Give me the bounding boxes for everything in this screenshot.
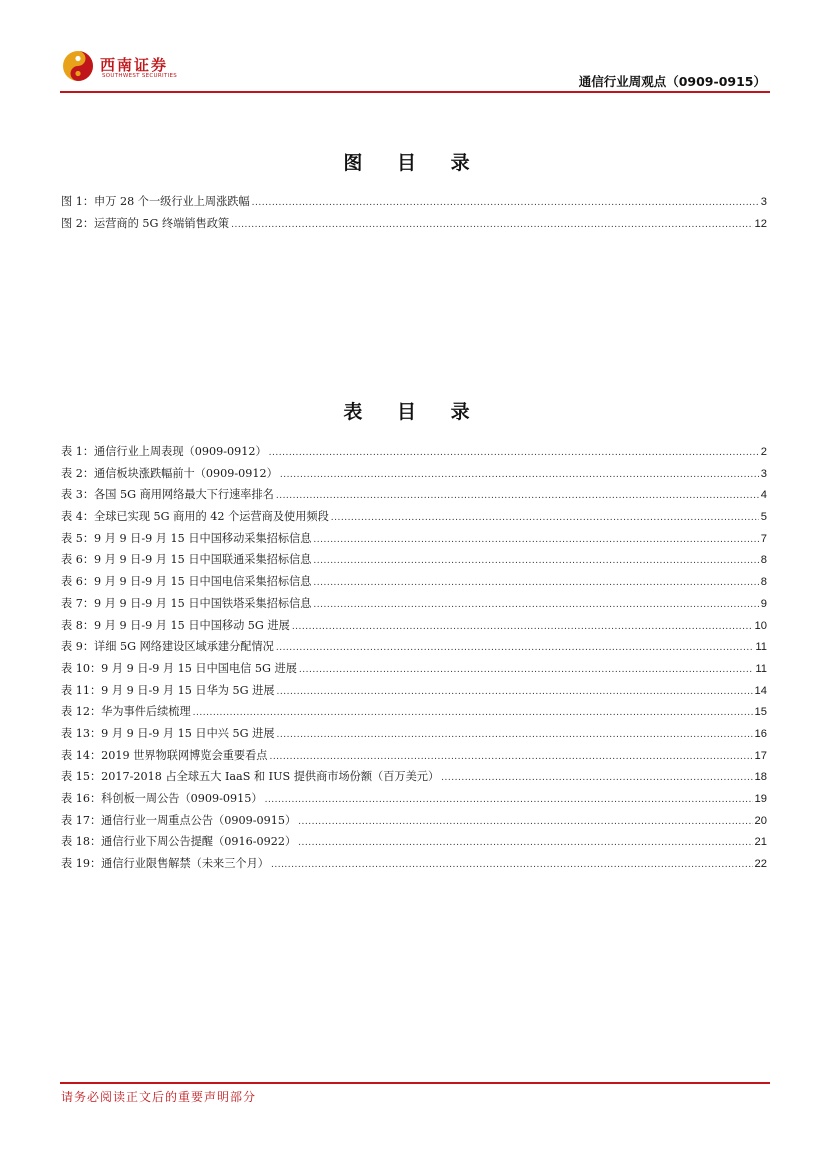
toc-leader-dots — [269, 747, 752, 769]
toc-entry-label: 表 8：9 月 9 日-9 月 15 日中国移动 5G 进展 — [61, 618, 290, 632]
toc-leader-dots — [441, 768, 752, 790]
toc-entry-label: 表 6：9 月 9 日-9 月 15 日中国联通采集招标信息 — [61, 553, 312, 567]
tables-toc-list — [61, 441, 767, 875]
toc-entry-label: 表 2：通信板块涨跌幅前十（0909-0912） — [61, 466, 278, 480]
toc-leader-dots — [277, 682, 753, 704]
toc-entry[interactable] — [61, 484, 767, 506]
toc-entry[interactable] — [61, 549, 767, 571]
toc-entry-page: 3 — [760, 467, 767, 480]
toc-leader-dots — [313, 595, 758, 617]
toc-entry-label: 表 1：通信行业上周表现（0909-0912） — [61, 445, 267, 458]
toc-entry[interactable] — [61, 441, 767, 463]
toc-entry-label: 表 14：2019 世界物联网博览会重要看点 — [61, 748, 268, 762]
toc-entry[interactable] — [61, 571, 767, 593]
toc-entry-page: 11 — [755, 641, 767, 654]
toc-entry-page: 19 — [754, 793, 767, 805]
toc-entry-label: 表 13：9 月 9 日-9 月 15 日中兴 5G 进展 — [61, 726, 275, 740]
toc-entry[interactable] — [61, 680, 767, 702]
toc-entry-label: 表 18：通信行业下周公告提醒（0916-0922） — [61, 835, 297, 849]
toc-leader-dots — [265, 790, 753, 812]
toc-entry-label: 表 15：2017-2018 占全球五大 IaaS 和 IUS 提供商市场份额（百万美元） — [61, 770, 440, 784]
toc-entry-page: 8 — [760, 576, 767, 589]
toc-leader-dots — [299, 660, 753, 682]
toc-entry-page: 8 — [760, 554, 767, 567]
toc-entry-label: 表 19：通信行业限售解禁（未来三个月） — [61, 857, 269, 871]
toc-leader-dots — [252, 193, 759, 215]
toc-entry-page: 12 — [754, 217, 767, 230]
toc-leader-dots — [193, 703, 753, 725]
toc-entry[interactable] — [61, 213, 767, 235]
toc-entry[interactable] — [61, 463, 767, 485]
toc-entry-page: 22 — [754, 858, 767, 871]
toc-entry[interactable] — [61, 853, 767, 875]
toc-leader-dots — [298, 833, 752, 855]
toc-leader-dots — [280, 465, 759, 487]
toc-entry-page: 16 — [754, 727, 767, 740]
figures-toc-title: 图 目 录 — [343, 152, 484, 174]
toc-entry[interactable] — [61, 766, 767, 788]
toc-entry-page: 11 — [755, 662, 767, 675]
toc-entry-page: 14 — [754, 684, 767, 697]
toc-entry[interactable] — [61, 191, 767, 213]
toc-entry-page: 18 — [754, 771, 767, 784]
toc-leader-dots — [298, 812, 752, 834]
page-header — [60, 48, 770, 94]
toc-entry-label: 表 10：9 月 9 日-9 月 15 日中国电信 5G 进展 — [61, 661, 297, 675]
toc-entry-page: 5 — [760, 511, 767, 524]
toc-entry-label: 表 3：各国 5G 商用网络最大下行速率排名 — [61, 488, 274, 502]
toc-leader-dots — [277, 725, 753, 747]
toc-entry-label: 表 6：9 月 9 日-9 月 15 日中国电信采集招标信息 — [61, 575, 312, 589]
report-title: 通信行业周观点（0909-0915） — [578, 74, 766, 89]
toc-entry[interactable] — [61, 615, 767, 637]
toc-leader-dots — [271, 855, 753, 877]
toc-entry[interactable] — [61, 831, 767, 853]
toc-entry-label: 表 11：9 月 9 日-9 月 15 日华为 5G 进展 — [61, 683, 275, 697]
toc-entry-label: 表 7：9 月 9 日-9 月 15 日中国铁塔采集招标信息 — [61, 596, 312, 610]
toc-leader-dots — [313, 551, 758, 573]
toc-leader-dots — [331, 508, 759, 530]
toc-entry-label: 表 17：通信行业一周重点公告（0909-0915） — [61, 813, 297, 827]
toc-entry[interactable] — [61, 810, 767, 832]
toc-entry-page: 20 — [754, 814, 767, 827]
tables-toc-title: 表 目 录 — [343, 401, 484, 423]
toc-entry-page: 2 — [760, 446, 767, 458]
toc-entry[interactable] — [61, 658, 767, 680]
toc-entry-label: 表 16：科创板一周公告（0909-0915） — [61, 792, 263, 805]
southwest-securities-logo-icon — [62, 50, 94, 82]
toc-entry-label: 表 9：详细 5G 网络建设区域承建分配情况 — [61, 640, 274, 654]
toc-entry-page: 7 — [760, 532, 767, 545]
header-divider — [60, 91, 770, 93]
figures-toc-list — [61, 191, 767, 234]
logo-chinese-name: 西南证券 — [100, 56, 169, 74]
toc-entry-label: 图 2：运营商的 5G 终端销售政策 — [61, 216, 230, 230]
footer-disclaimer: 请务必阅读正文后的重要声明部分 — [61, 1090, 257, 1104]
toc-entry[interactable] — [61, 636, 767, 658]
toc-entry-page: 9 — [760, 597, 767, 610]
toc-leader-dots — [276, 638, 754, 660]
footer-divider — [60, 1082, 770, 1084]
toc-entry-page: 17 — [754, 749, 767, 762]
logo-english-name: SOUTHWEST SECURITIES — [102, 73, 178, 79]
toc-leader-dots — [292, 617, 753, 639]
toc-entry[interactable] — [61, 745, 767, 767]
company-logo — [62, 48, 202, 84]
toc-entry[interactable] — [61, 528, 767, 550]
toc-entry[interactable] — [61, 723, 767, 745]
toc-entry-label: 表 5：9 月 9 日-9 月 15 日中国移动采集招标信息 — [61, 531, 312, 545]
toc-leader-dots — [231, 215, 752, 237]
toc-entry-label: 表 12：华为事件后续梳理 — [61, 705, 191, 719]
toc-entry[interactable] — [61, 701, 767, 723]
toc-leader-dots — [313, 530, 758, 552]
toc-leader-dots — [313, 573, 758, 595]
toc-entry-page: 15 — [754, 706, 767, 719]
toc-entry[interactable] — [61, 593, 767, 615]
toc-entry-label: 表 4：全球已实现 5G 商用的 42 个运营商及使用频段 — [61, 510, 329, 524]
toc-entry-page: 21 — [754, 836, 767, 849]
toc-entry[interactable] — [61, 506, 767, 528]
toc-leader-dots — [276, 486, 759, 508]
toc-entry-page: 4 — [760, 489, 767, 502]
toc-entry[interactable] — [61, 788, 767, 810]
toc-entry-page: 10 — [754, 619, 767, 632]
toc-entry-page: 3 — [760, 196, 767, 208]
toc-entry-label: 图 1：申万 28 个一级行业上周涨跌幅 — [61, 195, 250, 208]
toc-leader-dots — [269, 443, 759, 465]
